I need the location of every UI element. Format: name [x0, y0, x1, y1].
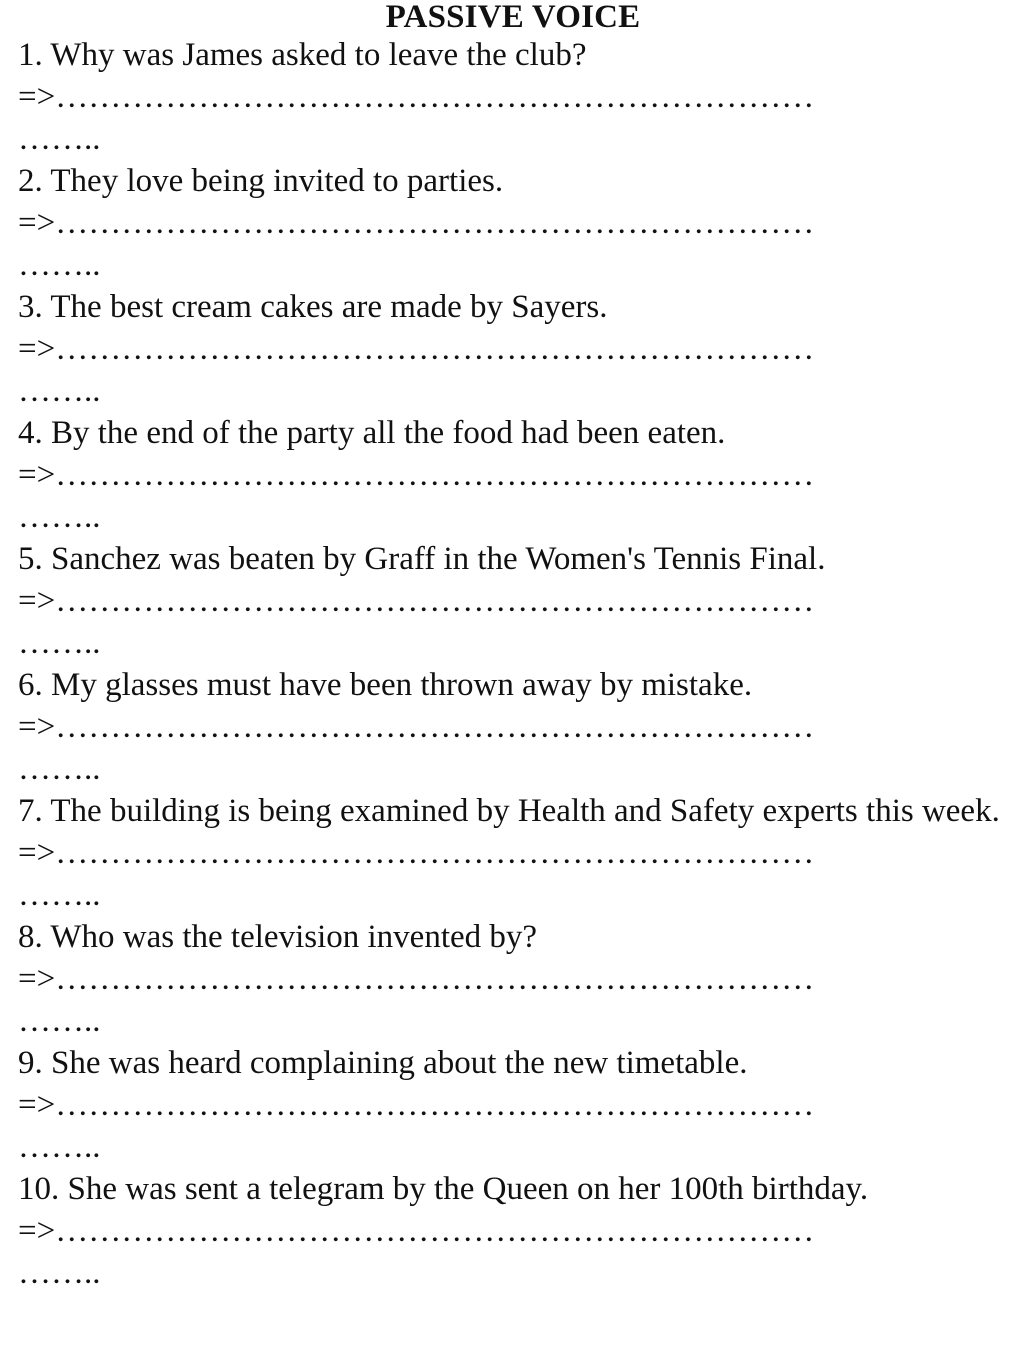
question-item	[18, 412, 1008, 538]
answer-line[interactable]	[18, 832, 1008, 874]
question-item	[18, 538, 1008, 664]
answer-dots: ……………………………………………………………	[55, 457, 815, 493]
answer-line[interactable]	[18, 454, 1008, 496]
answer-continuation: ……..	[18, 1003, 101, 1039]
answer-line[interactable]	[18, 328, 1008, 370]
question-text: 2. They love being invited to parties.	[18, 163, 504, 199]
answer-prefix: =>	[18, 961, 56, 997]
answer-continuation: ……..	[18, 1255, 101, 1291]
answer-dots: ……………………………………………………………	[55, 79, 815, 115]
answer-line[interactable]	[18, 76, 1008, 118]
question-item	[18, 160, 1008, 286]
question-text: 3. The best cream cakes are made by Sayers.	[18, 289, 608, 325]
question-item	[18, 790, 1008, 916]
answer-prefix: =>	[18, 331, 56, 367]
answer-dots: ……………………………………………………………	[55, 331, 815, 367]
answer-continuation: ……..	[18, 247, 101, 283]
question-item	[18, 34, 1008, 160]
answer-continuation: ……..	[18, 499, 101, 535]
answer-line[interactable]	[18, 706, 1008, 748]
answer-line[interactable]	[18, 202, 1008, 244]
question-text: 7. The building is being examined by Health and Safety experts this week.	[18, 793, 1000, 829]
question-item	[18, 664, 1008, 790]
worksheet	[18, 0, 1008, 1294]
answer-prefix: =>	[18, 583, 56, 619]
question-list	[18, 34, 1008, 1294]
answer-continuation: ……..	[18, 1129, 101, 1165]
answer-continuation: ……..	[18, 751, 101, 787]
answer-prefix: =>	[18, 205, 56, 241]
question-item	[18, 916, 1008, 1042]
answer-dots: ……………………………………………………………	[55, 1087, 815, 1123]
question-item	[18, 1042, 1008, 1168]
answer-line[interactable]	[18, 580, 1008, 622]
answer-dots: ……………………………………………………………	[55, 961, 815, 997]
answer-prefix: =>	[18, 1087, 56, 1123]
question-text: 4. By the end of the party all the food had been eaten.	[18, 415, 726, 451]
answer-dots: ……………………………………………………………	[55, 1213, 815, 1249]
answer-prefix: =>	[18, 835, 56, 871]
answer-continuation: ……..	[18, 373, 101, 409]
answer-prefix: =>	[18, 1213, 56, 1249]
answer-dots: ……………………………………………………………	[55, 835, 815, 871]
answer-prefix: =>	[18, 79, 56, 115]
question-text: 1. Why was James asked to leave the club?	[18, 37, 587, 73]
answer-prefix: =>	[18, 709, 56, 745]
answer-dots: ……………………………………………………………	[55, 709, 815, 745]
question-item	[18, 286, 1008, 412]
answer-continuation: ……..	[18, 877, 101, 913]
answer-continuation: ……..	[18, 121, 101, 157]
question-text: 10. She was sent a telegram by the Queen on her 100th birthday.	[18, 1171, 869, 1207]
page-title: PASSIVE VOICE	[385, 0, 641, 35]
question-item	[18, 1168, 1008, 1294]
answer-line[interactable]	[18, 1210, 1008, 1252]
question-text: 5. Sanchez was beaten by Graff in the Women's Tennis Final.	[18, 541, 826, 577]
answer-prefix: =>	[18, 457, 56, 493]
question-text: 8. Who was the television invented by?	[18, 919, 538, 955]
answer-line[interactable]	[18, 958, 1008, 1000]
answer-dots: ……………………………………………………………	[55, 583, 815, 619]
answer-dots: ……………………………………………………………	[55, 205, 815, 241]
answer-line[interactable]	[18, 1084, 1008, 1126]
answer-continuation: ……..	[18, 625, 101, 661]
question-text: 6. My glasses must have been thrown away by mistake.	[18, 667, 753, 703]
question-text: 9. She was heard complaining about the new timetable.	[18, 1045, 748, 1081]
